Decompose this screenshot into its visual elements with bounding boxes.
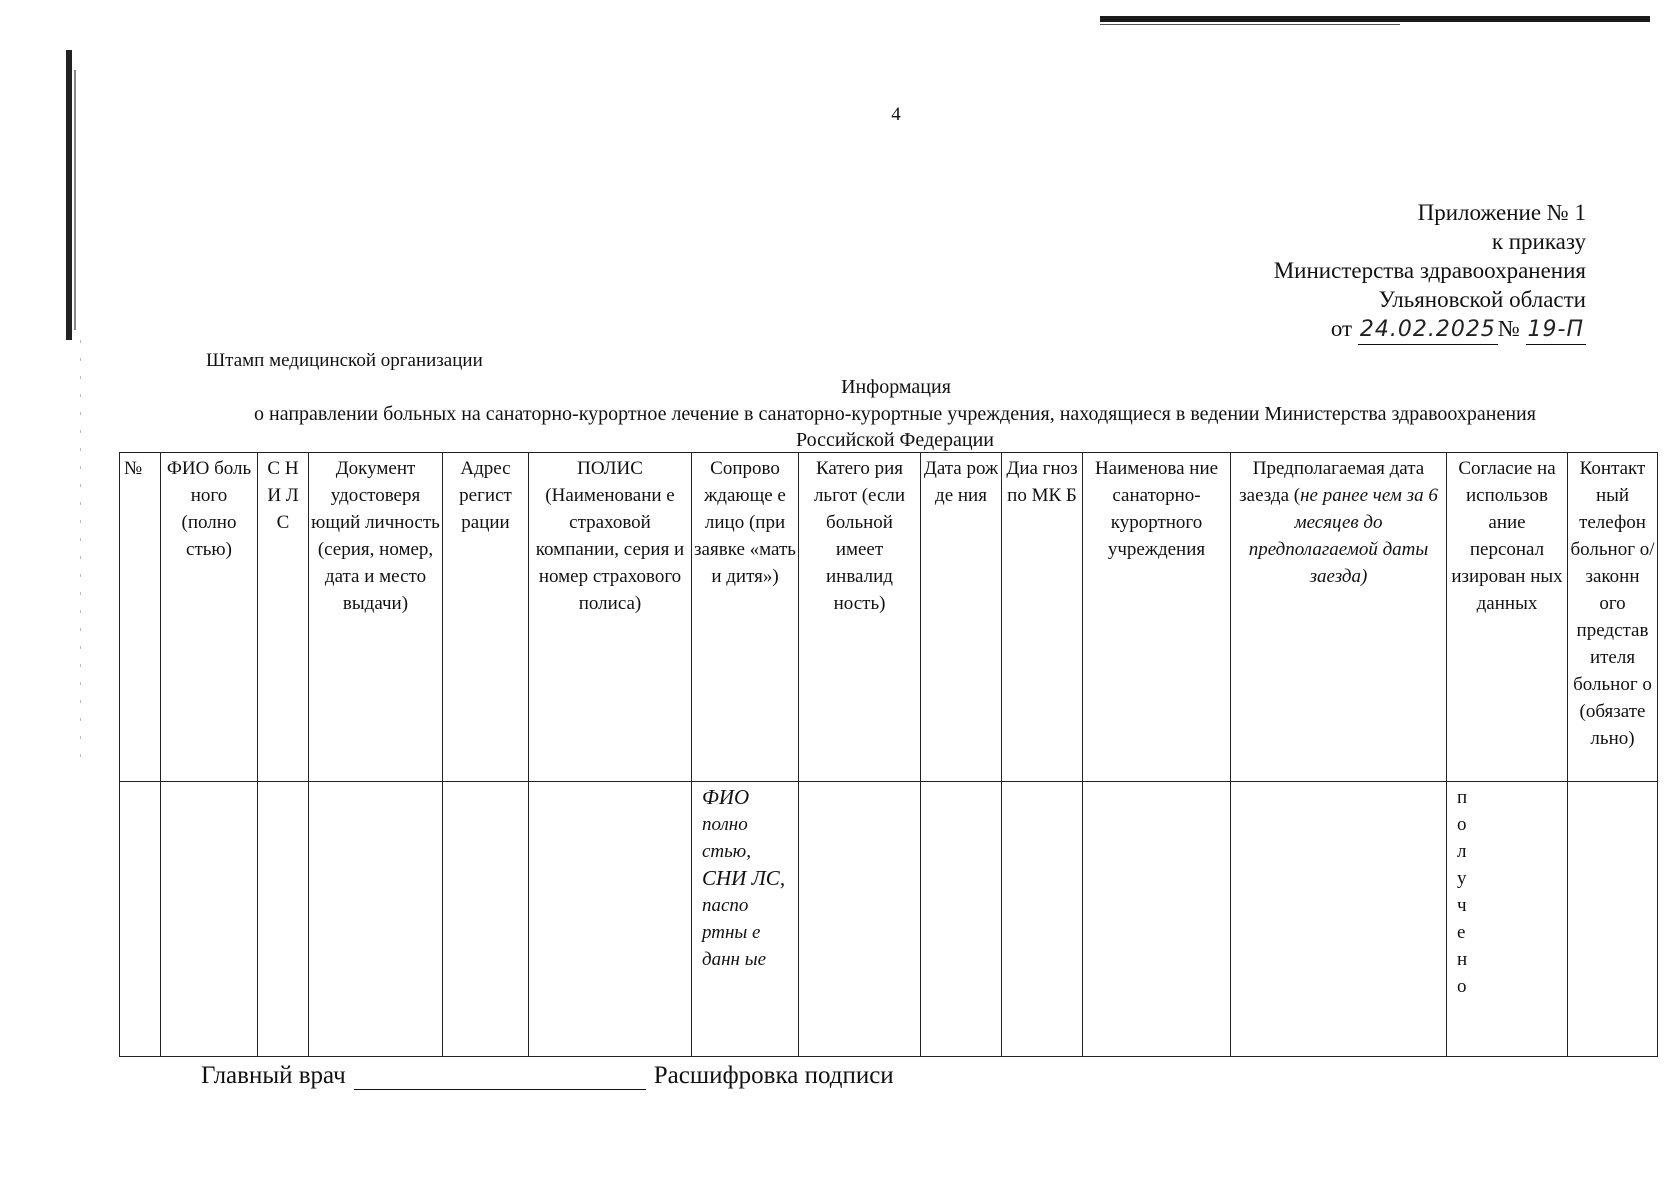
- appendix-block: [1274, 198, 1586, 345]
- header-diagnosis: Диа гноз по МК Б: [1002, 453, 1083, 782]
- header-address: Адрес регист рации: [443, 453, 529, 782]
- signature-label: Главный врач: [201, 1062, 346, 1089]
- header-polis: ПОЛИС (Наименовани е страховой компании, серия и номер страхового полиса): [529, 453, 692, 782]
- accompanying-part-4: паспо ртны е данн ые: [702, 895, 767, 970]
- accompanying-part-2: полно стью,: [702, 814, 751, 862]
- header-birth-date: Дата рож де ния: [921, 453, 1002, 782]
- cell-snils[interactable]: [258, 782, 309, 1057]
- appendix-date-line: [1274, 314, 1586, 345]
- accompanying-part-1: ФИО: [702, 785, 750, 809]
- scan-artifact-top-line: [1100, 16, 1650, 22]
- signature-decode: Расшифровка подписи: [653, 1062, 894, 1089]
- cell-benefit-category[interactable]: [799, 782, 921, 1057]
- header-sanatorium: Наименова ние санаторно- курортного учреждения: [1083, 453, 1231, 782]
- cell-number[interactable]: [120, 782, 161, 1057]
- header-fio: ФИО боль ного (полно стью): [161, 453, 258, 782]
- from-label: от: [1330, 316, 1353, 341]
- appendix-line-3: Министерства здравоохранения: [1273, 258, 1586, 283]
- scan-artifact-left-edge: [66, 50, 72, 340]
- cell-polis[interactable]: [529, 782, 692, 1057]
- header-benefit-category: Катего рия льгот (если больной имеет инвалид ность): [799, 453, 921, 782]
- cell-arrival-date[interactable]: [1231, 782, 1447, 1057]
- header-consent: Согласие на использов ание персонал изирован ных данных: [1447, 453, 1568, 782]
- arrival-date-label: Предполагаемая дата заезда (: [1239, 458, 1425, 506]
- cell-consent[interactable]: [1447, 782, 1568, 1057]
- handwritten-date: 24.02.2025: [1358, 315, 1498, 345]
- consent-value: п о л у ч е н о: [1457, 787, 1468, 997]
- cell-fio[interactable]: [161, 782, 258, 1057]
- number-label: №: [1497, 316, 1520, 341]
- accompanying-part-3: СНИ ЛС,: [702, 866, 786, 890]
- appendix-line-4: Ульяновской области: [1378, 287, 1586, 312]
- stamp-label: Штамп медицинской организации: [206, 350, 483, 371]
- signature-blank[interactable]: [354, 1069, 646, 1090]
- appendix-line-1: Приложение № 1: [1417, 200, 1586, 225]
- cell-accompanying[interactable]: [692, 782, 799, 1057]
- cell-diagnosis[interactable]: [1002, 782, 1083, 1057]
- cell-birth-date[interactable]: [921, 782, 1002, 1057]
- referral-table: [119, 452, 1658, 1057]
- document-title: Информация: [841, 376, 951, 398]
- document-subtitle: о направлении больных на санаторно-курортное лечение в санаторно-курортные учреждения, находящиеся в ведении Министерства здравоохранения Российской Федерации: [254, 403, 1536, 451]
- cell-id-document[interactable]: [309, 782, 443, 1057]
- table-row: [120, 782, 1658, 1057]
- header-snils: С Н И Л С: [258, 453, 309, 782]
- appendix-line-2: к приказу: [1491, 229, 1586, 254]
- table-header-row: [120, 453, 1658, 782]
- handwritten-number: 19-П: [1526, 315, 1586, 345]
- header-arrival-date: [1231, 453, 1447, 782]
- page-number: 4: [891, 104, 901, 125]
- header-id-document: Документ удостоверя ющий личность (серия, номер, дата и место выдачи): [309, 453, 443, 782]
- header-accompanying: Сопрово ждающе е лицо (при заявке «мать и дитя»): [692, 453, 799, 782]
- arrival-date-note: не ранее чем за 6 месяцев до предполагаемой даты заезда): [1248, 485, 1438, 587]
- scan-artifact-dotted-line: [80, 340, 81, 760]
- cell-sanatorium[interactable]: [1083, 782, 1231, 1057]
- header-number: №: [120, 453, 161, 782]
- cell-address[interactable]: [443, 782, 529, 1057]
- header-contact: Контакт ный телефон больног о/законн ого представ ителя больног о (обязате льно): [1568, 453, 1658, 782]
- scan-artifact-top-line-thin: [1100, 24, 1400, 25]
- signature-line: [201, 1062, 894, 1090]
- cell-contact[interactable]: [1568, 782, 1658, 1057]
